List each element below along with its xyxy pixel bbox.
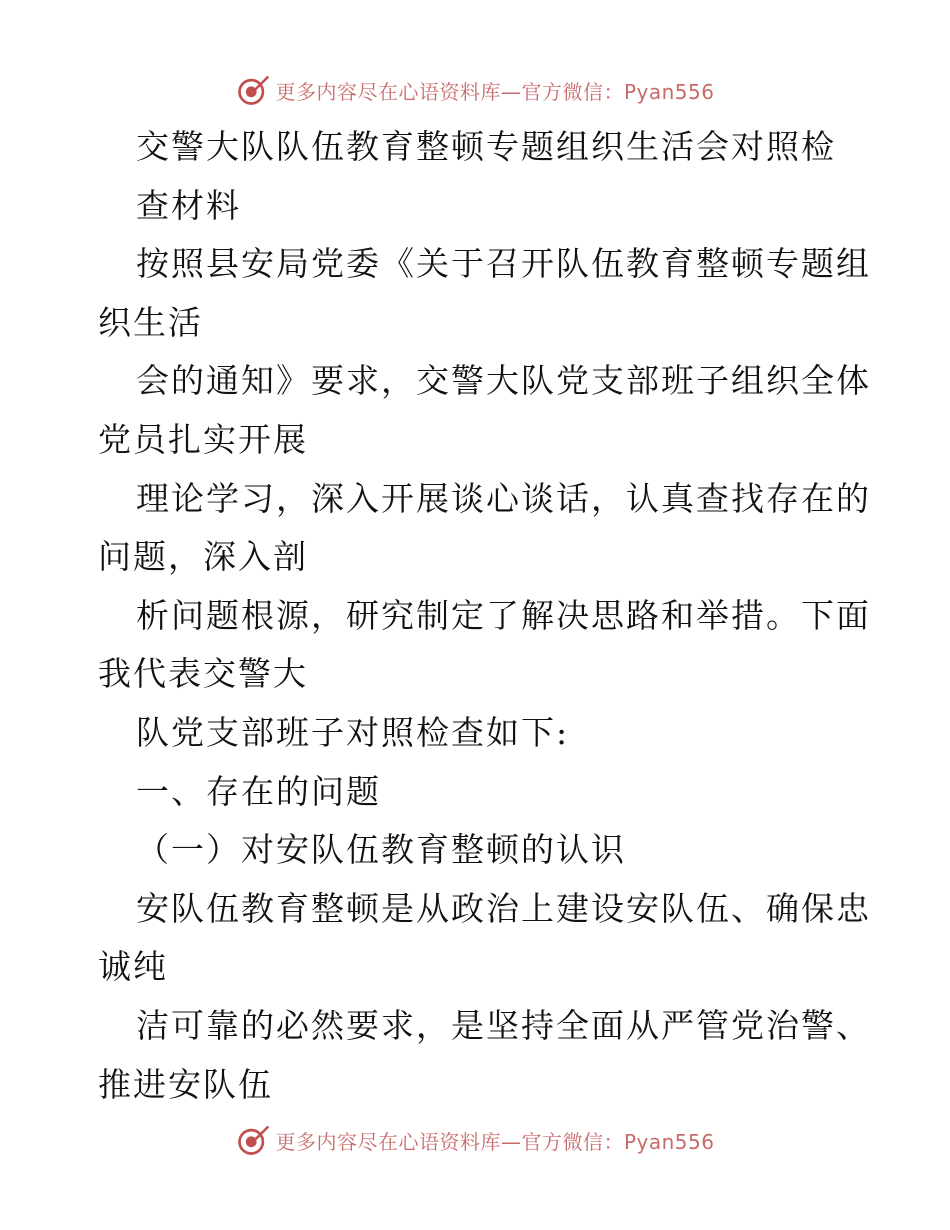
doc-line: 推进安队伍 (98, 1064, 273, 1104)
doc-line: 按照县安局党委《关于召开队伍教育整顿专题组 (136, 244, 871, 284)
pen-logo-icon (235, 72, 271, 108)
pen-logo-icon (235, 1122, 271, 1158)
doc-line: 理论学习，深入开展谈心谈话，认真查找存在的 (136, 478, 871, 518)
header-watermark-banner (0, 70, 950, 110)
doc-line: 交警大队队伍教育整顿专题组织生活会对照检 (136, 127, 836, 166)
doc-line: 问题，深入剖 (98, 537, 308, 577)
document-body (98, 118, 871, 1114)
doc-line: 会的通知》要求，交警大队党支部班子组织全体 (136, 361, 871, 401)
doc-line: 党员扎实开展 (98, 419, 308, 459)
doc-line: 析问题根源，研究制定了解决思路和举措。下面 (136, 595, 871, 635)
section-heading: 一、存在的问题 (136, 771, 381, 811)
doc-line: 安队伍教育整顿是从政治上建设安队伍、确保忠 (136, 888, 871, 928)
header-watermark-text: 更多内容尽在心语资料库—官方微信：Pyan556 (275, 79, 715, 104)
doc-line: 查材料 (136, 185, 241, 225)
footer-watermark-text: 更多内容尽在心语资料库—官方微信：Pyan556 (275, 1129, 715, 1154)
doc-line: 洁可靠的必然要求，是坚持全面从严管党治警、 (136, 1005, 871, 1045)
footer-watermark-banner (0, 1120, 950, 1160)
doc-line: 织生活 (98, 302, 203, 342)
doc-line: 诚纯 (98, 947, 168, 987)
subsection-heading: （一）对安队伍教育整顿的认识 (136, 830, 626, 870)
doc-line: 队党支部班子对照检查如下: (136, 712, 570, 752)
doc-line: 我代表交警大 (98, 654, 308, 694)
